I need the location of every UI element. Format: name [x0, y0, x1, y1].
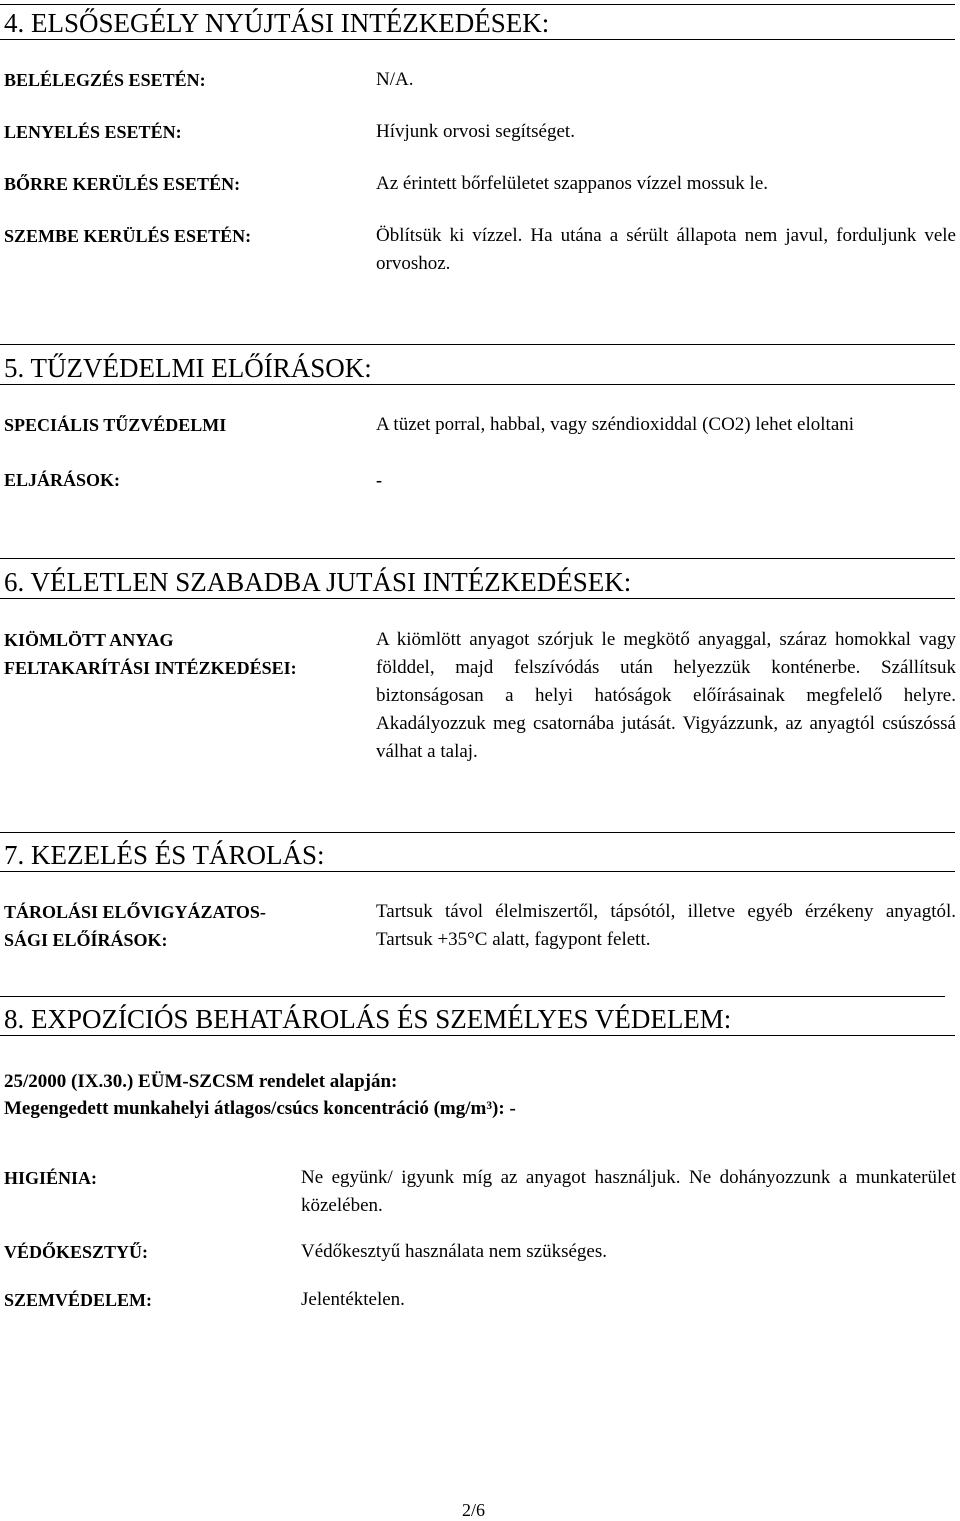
section-8-title: 8. EXPOZÍCIÓS BEHATÁROLÁS ÉS SZEMÉLYES VÉDELEM:	[4, 1004, 732, 1034]
section-7-title: 7. KEZELÉS ÉS TÁROLÁS:	[4, 840, 325, 870]
rule-top	[0, 4, 955, 5]
s8-label-hygiene: HIGIÉNIA:	[4, 1168, 98, 1188]
s4-text-ingestion: Hívjunk orvosi segítséget.	[376, 121, 575, 142]
s5-text: A tüzet porral, habbal, vagy széndioxiddal (CO2) lehet eloltani	[376, 414, 855, 435]
s4-text-skin: Az érintett bőrfelületet szappanos vízzel mossuk le.	[376, 173, 769, 194]
s7-text: Tartsuk távol élelmiszertől, tápsótól, illetve egyéb érzékeny anyagtól. Tartsuk +35°C alatt, fagypont felett.	[376, 901, 956, 950]
s4-label-inhalation: BELÉLEGZÉS ESETÉN:	[4, 70, 206, 90]
s8-text-eye-protection: Jelentéktelen.	[301, 1289, 405, 1310]
s8-limit: Megengedett munkahelyi átlagos/csúcs koncentráció (mg/m³): -	[4, 1098, 516, 1119]
s5-dash: -	[376, 470, 382, 490]
section-6-title: 6. VÉLETLEN SZABADBA JUTÁSI INTÉZKEDÉSEK:	[4, 567, 632, 597]
section-4-title: 4. ELSŐSEGÉLY NYÚJTÁSI INTÉZKEDÉSEK:	[4, 8, 550, 38]
s8-label-eye-protection: SZEMVÉDELEM:	[4, 1290, 153, 1310]
section-5-title: 5. TŰZVÉDELMI ELŐÍRÁSOK:	[4, 353, 372, 383]
s6-label-line2: FELTAKARÍTÁSI INTÉZKEDÉSEI:	[4, 658, 297, 678]
s4-text-eye: Öblítsük ki vízzel. Ha utána a sérült állapota nem javul, forduljunk vele orvoshoz.	[376, 225, 956, 274]
section-7-topline	[0, 832, 955, 833]
s5-label-line1: SPECIÁLIS TŰZVÉDELMI	[4, 415, 227, 435]
section-8-topline	[0, 996, 945, 997]
section-8-underline	[0, 1035, 955, 1036]
s4-label-ingestion: LENYELÉS ESETÉN:	[4, 122, 182, 142]
s8-text-gloves: Védőkesztyű használata nem szükséges.	[301, 1241, 608, 1262]
section-5-underline	[0, 384, 955, 385]
section-6-underline	[0, 598, 955, 599]
section-6-topline	[0, 558, 955, 559]
s6-text: A kiömlött anyagot szórjuk le megkötő anyaggal, száraz homokkal vagy földdel, majd felszívódás után helyezzük konténerbe. Szállítsuk biztonságosan a helyi hatóságok előírásainak megfelelő helyre. Akadályozzuk meg csatornába jutását. Vigyázzunk, az anyagtól csúszóssá válhat a talaj.	[376, 629, 956, 762]
s5-label-line2: ELJÁRÁSOK:	[4, 470, 121, 490]
s8-regulation: 25/2000 (IX.30.) EÜM-SZCSM rendelet alapján:	[4, 1071, 398, 1092]
section-5-topline	[0, 344, 955, 345]
section-7-underline	[0, 871, 955, 872]
s4-label-skin: BŐRRE KERÜLÉS ESETÉN:	[4, 174, 241, 194]
s6-label-line1: KIÖMLÖTT ANYAG	[4, 630, 174, 650]
s8-label-gloves: VÉDŐKESZTYŰ:	[4, 1242, 149, 1262]
page-number: 2/6	[462, 1500, 486, 1520]
s7-label-line2: SÁGI ELŐÍRÁSOK:	[4, 930, 168, 950]
s8-text-hygiene: Ne együnk/ igyunk míg az anyagot használjuk. Ne dohányozzunk a munkaterület közelében.	[301, 1167, 956, 1216]
s7-label-line1: TÁROLÁSI ELŐVIGYÁZATOS-	[4, 902, 266, 922]
s4-label-eye: SZEMBE KERÜLÉS ESETÉN:	[4, 226, 252, 246]
s4-text-inhalation: N/A.	[376, 69, 414, 90]
section-4-underline	[0, 39, 955, 40]
